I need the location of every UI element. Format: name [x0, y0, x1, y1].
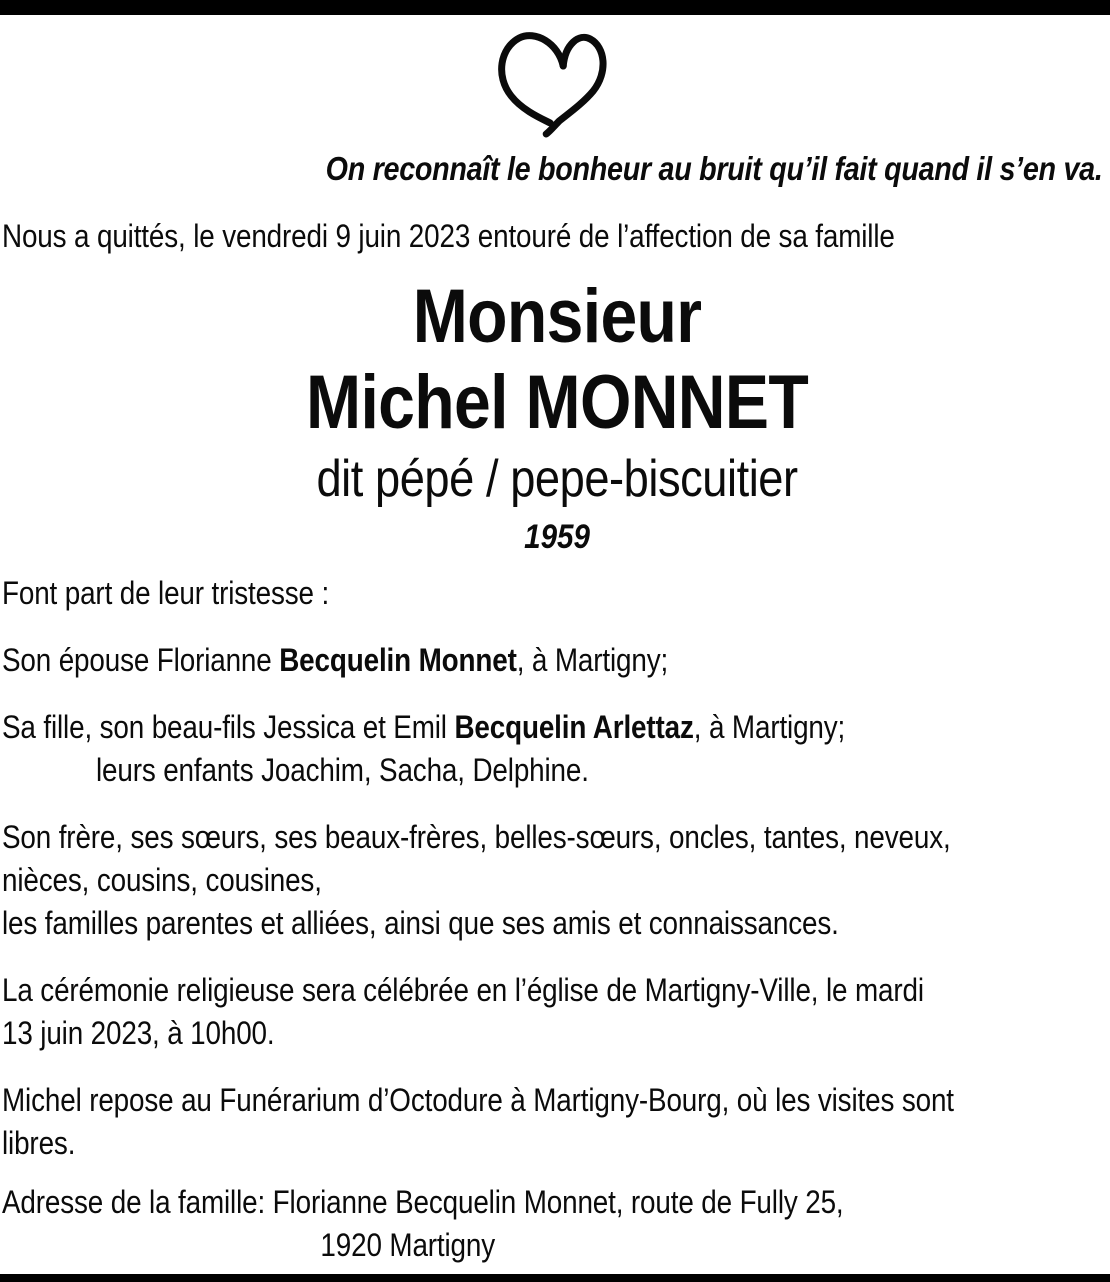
epigraph-quote: On reconnaît le bonheur au bruit qu’il fait quand il s’en va.	[325, 150, 1103, 187]
text-segment: leurs enfants Joachim, Sacha, Delphine.	[95, 752, 589, 788]
text-line	[2, 1012, 1110, 1055]
honorific-title: Monsieur	[412, 274, 702, 359]
notice-content	[2, 0, 1110, 1267]
text-segment: 1920 Martigny	[320, 1227, 496, 1263]
text-line	[2, 1122, 1110, 1165]
text-line	[2, 859, 1110, 902]
bold-text-segment: Becquelin Monnet	[279, 642, 517, 678]
text-line	[2, 902, 1110, 945]
text-line	[2, 639, 1110, 682]
text-segment: Son épouse Florianne	[2, 642, 280, 678]
intro-line: Nous a quittés, le vendredi 9 juin 2023 entouré de l’affection de sa famille	[2, 218, 895, 254]
text-segment: Adresse de la famille: Florianne Becquelin Monnet, route de Fully 25,	[2, 1184, 844, 1220]
text-segment: , à Martigny;	[693, 709, 846, 745]
text-segment: nièces, cousins, cousines,	[2, 862, 322, 898]
text-segment: La cérémonie religieuse sera célébrée en l’église de Martigny-Ville, le mardi	[2, 972, 924, 1008]
paragraph	[2, 706, 1110, 792]
text-line	[2, 816, 1110, 859]
text-line	[320, 1224, 1110, 1267]
text-line	[96, 749, 1110, 792]
text-segment: Son frère, ses sœurs, ses beaux-frères, belles-sœurs, oncles, tantes, neveux,	[2, 819, 951, 855]
text-segment: libres.	[2, 1125, 76, 1161]
text-line	[2, 969, 1110, 1012]
text-segment: Michel repose au Funérarium d’Octodure à Martigny-Bourg, où les visites sont	[2, 1082, 954, 1118]
text-line	[2, 1079, 1110, 1122]
text-segment: les familles parentes et alliées, ainsi que ses amis et connaissances.	[2, 905, 839, 941]
text-segment: Sa fille, son beau-fils Jessica et Emil	[2, 709, 455, 745]
lead-in-line: Font part de leur tristesse :	[2, 575, 330, 611]
text-line	[2, 706, 1110, 749]
nickname-line: dit pépé / pepe-biscuitier	[316, 450, 798, 508]
bottom-border-rule	[0, 1274, 1110, 1282]
paragraph	[2, 1079, 1110, 1165]
birth-year: 1959	[524, 518, 590, 556]
paragraph	[2, 639, 1110, 682]
paragraph	[2, 969, 1110, 1055]
text-segment: , à Martigny;	[516, 642, 669, 678]
text-segment: 13 juin 2023, à 10h00.	[2, 1015, 275, 1051]
deceased-name: Michel MONNET	[306, 360, 809, 445]
bold-text-segment: Becquelin Arlettaz	[454, 709, 694, 745]
paragraph	[2, 1181, 1110, 1267]
text-line	[2, 1181, 1110, 1224]
paragraph	[2, 816, 1110, 945]
paragraphs-container	[2, 639, 1110, 1267]
